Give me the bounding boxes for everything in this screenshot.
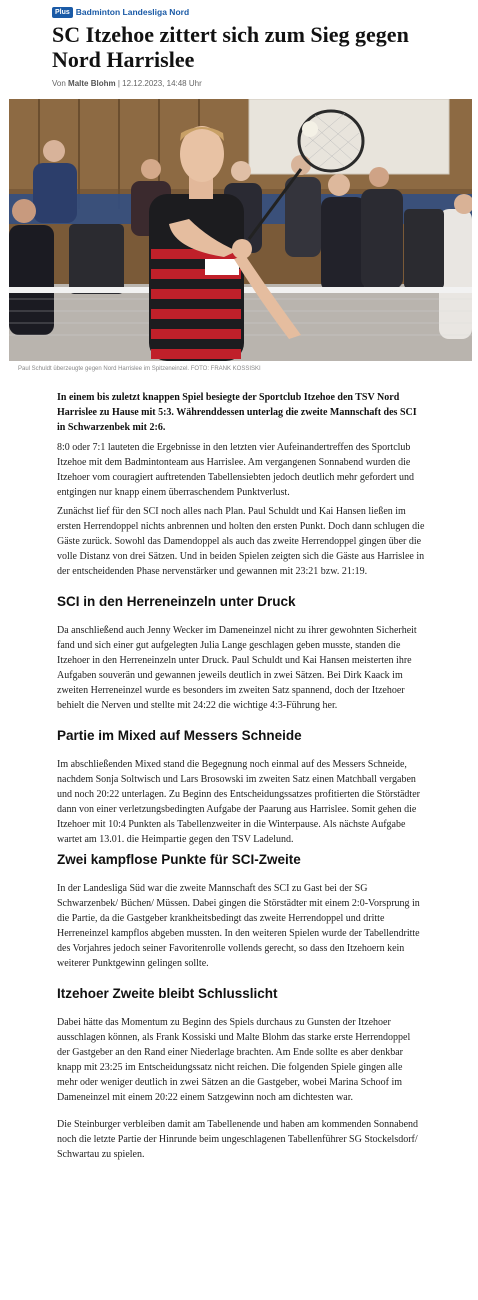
headline: SC Itzehoe zittert sich zum Sieg gegen Nord Harrislee [52, 22, 409, 72]
section-heading: Itzehoer Zweite bleibt Schlusslicht [57, 986, 278, 1001]
author-name[interactable]: Malte Blohm [68, 79, 116, 88]
article-body [0, 376, 425, 1162]
badminton-player-photo [9, 99, 472, 361]
plus-badge: Plus [52, 7, 73, 18]
article-lead: In einem bis zuletzt knappen Spiel besiegte der Sportclub Itzehoe den TSV Nord Harrislee zu Hause mit 5:3. Währenddessen unterlag die zweite Mannschaft des SCI in Schwarzenbek mit 2:6. [57, 392, 417, 433]
paragraph: 8:0 oder 7:1 lauteten die Ergebnisse in den letzten vier Aufeinandertreffen des Sportclub Itzehoe mit dem Badmintonteam aus Harrislee. Am vergangenen Sonnabend wurden die Itzehoer vom couragiert auftretenden Tabellensiebten jedoch deutlich mehr gefordert und entgingen nur knapp einem überraschendem Punktverlust. [57, 442, 415, 498]
section-heading: Zwei kampflose Punkte für SCI-Zweite [57, 852, 301, 867]
paragraph: Da anschließend auch Jenny Wecker im Dameneinzel nicht zu ihrer gewohnten Sicherheit fand und sich einer gut aufgelegten Julia Lange geschlagen geben musste, standen die Itzehoer in den Herreneinzeln unter Druck. Paul Schuldt und Kai Hansen meisterten ihre Aufgaben souverän und gewannen jeweils deutlich in zwei Sätzen. Bei Dirk Kaack im zweiten Herreneinzel wurde es besonders im zweiten Satz spannend, doch der Itzehoer behielt die Nerven und stellte mit 24:22 die wichtige 4:3-Führung her. [57, 625, 417, 711]
paragraph: In der Landesliga Süd war die zweite Mannschaft des SCI zu Gast bei der SG Schwarzenbek/ Büchen/ Müssen. Dabei gingen die Störstädter mit einem 2:0-Vorsprung in die Partie, da die Gastgeber krankheitsbedingt das zweite Herrendoppel und dritte Herreneinzel kampflos abgeben mussten. In den weiteren Spielen wurde der Tabellendritte des Vorjahres jedoch seiner Favoritenrolle vollends gerecht, so dass den Itzehoern kein weiterer Punktgewinn gelingen sollte. [57, 883, 420, 969]
byline-prefix: Von [52, 79, 66, 88]
section-heading: SCI in den Herreneinzeln unter Druck [57, 594, 296, 609]
paragraph: Im abschließenden Mixed stand die Begegnung noch einmal auf des Messers Schneide, nachdem Sonja Soltwisch und Lars Brosowski im zweiten Satz einen Matchball vergaben und noch 20:22 unterlagen. Zu Beginn des Entscheidungssatzes profitierten die Störstädter dann von einer verletzungsbedingten Aufgabe der Paarung aus Harrislee. Somit gehen die Itzehoer mit 10:4 Punkten als Tabellenzweiter in die Winterpause. Als nächste Aufgabe wartet am 13.01. die Heimpartie gegen den TSV Ladelund. [57, 759, 420, 845]
hero-photo[interactable] [9, 99, 472, 361]
paragraph: Zunächst lief für den SCI noch alles nach Plan. Paul Schuldt und Kai Hansen ließen im ersten Herrendoppel nichts anbrennen und holten den ersten Punkt. Doch dann schlugen die Gäste zurück. Sowohl das Damendoppel als auch das zweite Herrendoppel gingen über die volle Distanz von drei Sätzen. Und in beiden Spielen zeigten sich die Gäste aus Harrislee in der entscheidenden Phase nervenstärker und gewannen mit 23:21 bzw. 21:19. [57, 506, 425, 577]
publish-date: | 12.12.2023, 14:48 Uhr [117, 79, 202, 88]
section-heading: Partie im Mixed auf Messers Schneide [57, 728, 302, 743]
paragraph: Die Steinburger verbleiben damit am Tabellenende und haben am kommenden Sonnabend noch die letzte Partie der Hinrunde beim ungeschlagenen Tabellenführer SG Stockelsdorf/ Schwartau zu spielen. [57, 1119, 419, 1160]
article-header [0, 0, 478, 88]
byline [52, 79, 478, 88]
photo-caption: Paul Schuldt überzeugte gegen Nord Harrislee im Spitzeneinzel. FOTO: FRANK KOSSISKI [18, 366, 261, 372]
kicker[interactable]: Badminton Landesliga Nord [75, 7, 190, 17]
paragraph: Dabei hätte das Momentum zu Beginn des Spiels durchaus zu Gunsten der Itzehoer ausschlagen können, als Frank Kossiski und Malte Blohm das starke erste Herrendoppel der Gastgeber an den Rand einer Niederlage brachten. Am Ende sollte es aber denkbar knapp mit 23:25 im Entscheidungssatz nicht reichen. Die folgenden Spiele gingen alle mehr oder weniger deutlich in zwei Sätzen an die Gastgeber, wobei Marina Schoof im Dameneinzel mit einem 20:22 einem Satzgewinn noch am dichtesten war. [57, 1017, 411, 1103]
kicker-row [52, 6, 478, 18]
